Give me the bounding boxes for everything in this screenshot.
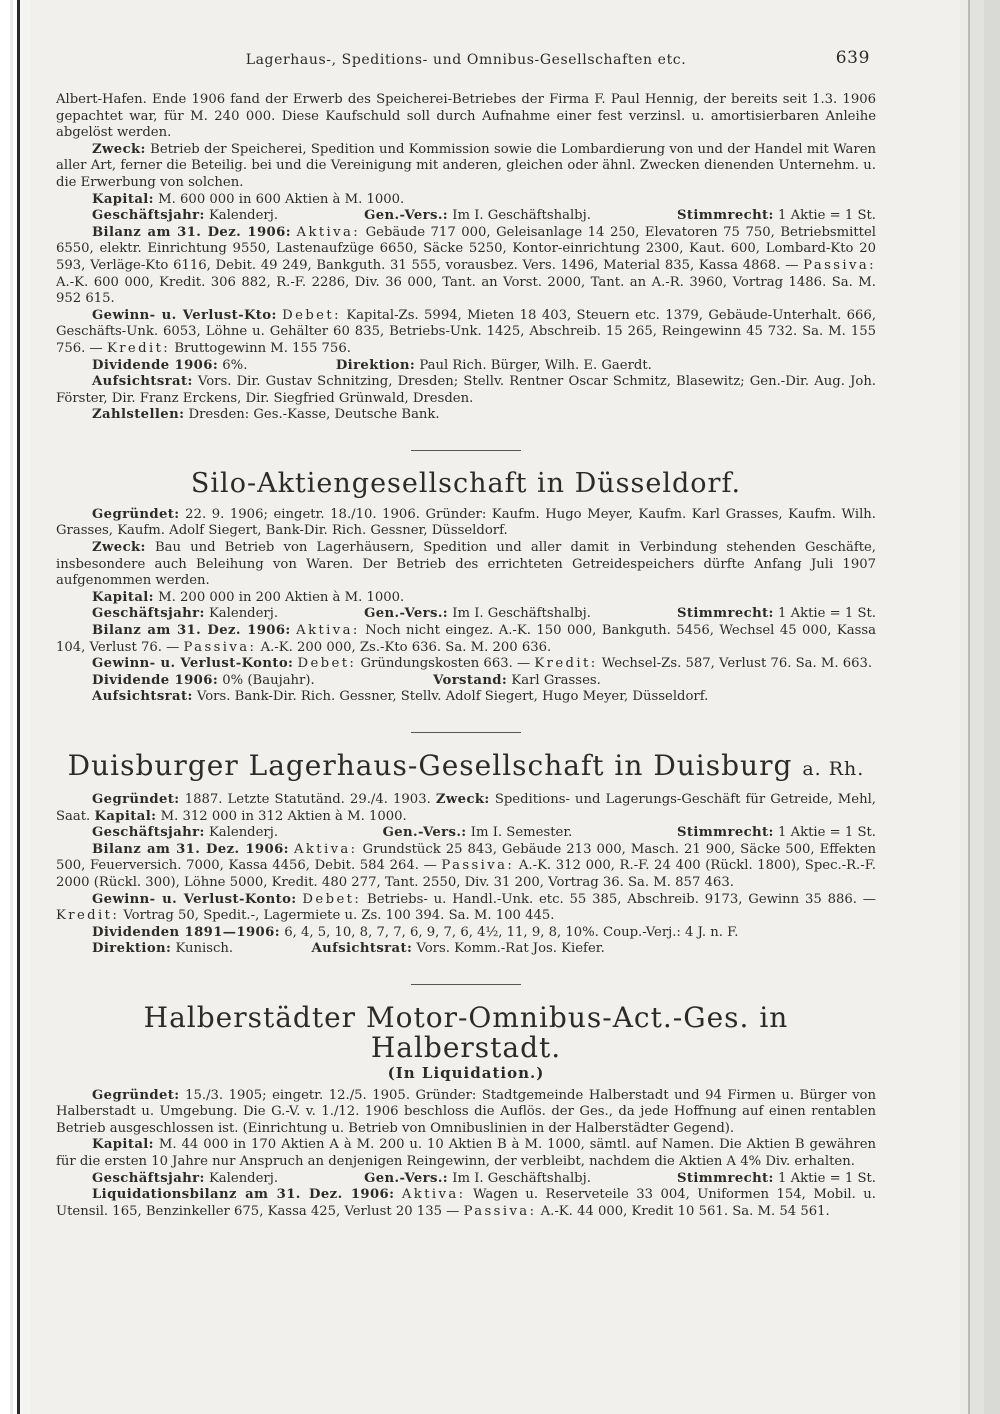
entry-title: Halberstädter Motor-Omnibus-Act.-Ges. in Halberstadt. [143,1000,789,1064]
bilanz-paragraph: Bilanz am 31. Dez. 1906: Aktiva: Grundstück 25 843, Gebäude 213 000, Masch. 21 900, Säcke 500, Effekten 500, Feuerversich. 7000, Kassa 4456, Debit. 584 264. — Passiva: A.-K. 312 000, R.-F. 24 400 (Rückl. 1800), Spec.-R.-F. 2000 (Rückl. 300), Löhne 5000, Kredit. 480 277, Tant. 2550, Div. 31 200, Vortrag 36. Sa. M. 857 463. [56,841,877,890]
gegruendet-paragraph: Gegründet: 15./3. 1905; eingetr. 12./5. 1905. Gründer: Stadtgemeinde Halberstadt und 94 Firmen u. Bürger von Halberstadt u. Umgebung. Die G.-V. v. 1./12. 1906 beschloss die Auflös. der Ges., da jede Hoffnung auf einen rentablen Betrieb ausgeschlossen ist. (Einrichtung u. Betrieb von Omnibuslinien in der Halberstädter Gegend). [56,1087,876,1136]
direktion-aufsichtsrat-line: Direktion: Kunisch. Aufsichtsrat: Vors. Komm.-Rat Jos. Kiefer. [92,941,605,957]
zahlstellen-paragraph: Zahlstellen: Dresden: Ges.-Kasse, Deutsche Bank. [92,407,440,423]
dividende-vorstand-line: Dividende 1906: 0% (Baujahr). Vorstand: Karl Grasses. [92,672,601,688]
geschaeftsjahr-line: Geschäftsjahr: Kalenderj. Gen.-Vers.: Im I. Geschäftshalbj. Stimmrecht: 1 Aktie = 1 St. [92,606,876,622]
geschaeftsjahr-line: Geschäftsjahr: Kalenderj. Gen.-Vers.: Im I. Geschäftshalbj. Stimmrecht: 1 Aktie = 1 St. [92,208,876,224]
gegruendet-paragraph: Gegründet: 22. 9. 1906; eingetr. 18./10. 1906. Gründer: Kaufm. Hugo Meyer, Kaufm. Karl Grasses, Kaufm. Wilh. Grasses, Kaufm. Adolf Siegert, Bank-Dir. Rich. Gessner, Düsseldorf. [56,506,876,539]
entry-continuation [56,92,876,424]
entry-silo [56,469,876,706]
dividenden-paragraph: Dividenden 1891—1906: 6, 4, 5, 10, 8, 7, 7, 6, 9, 7, 6, 4½, 11, 9, 8, 10%. Coup.-Verj.: 4 J. n. F. [92,924,739,940]
entry-title: Duisburger Lagerhaus-Gesellschaft in Duisburg a. Rh. [67,749,865,782]
running-header [56,44,876,76]
dividende-direktion-line: Dividende 1906: 6%. Direktion: Paul Rich. Bürger, Wilh. E. Gaerdt. [92,357,652,373]
guv-paragraph: Gewinn- u. Verlust-Konto: Debet: Betriebs- u. Handl.-Unk. etc. 55 385, Abschreib. 9173, Gewinn 35 886. — Kredit: Vortrag 50, Spedit.-, Lagermiete u. Zs. 100 394. Sa. M. 100 445. [56,891,876,924]
liquidationsbilanz-paragraph: Liquidationsbilanz am 31. Dez. 1906: Aktiva: Wagen u. Reserveteile 33 004, Uniformen 154, Mobil. u. Utensil. 165, Benzinkeller 675, Kassa 425, Verlust 20 135 — Passiva: A.-K. 44 000, Kredit 10 561. Sa. M. 54 561. [56,1187,876,1219]
zweck-paragraph: Zweck: Bau und Betrieb von Lagerhäusern, Spedition und aller damit in Verbindung stehenden Geschäfte, insbesondere auch Beleihung von Waren. Der Betrieb des errichteten Getreidespeichers dürfte Anfang Juli 1907 aufgenommen werden. [56,540,877,589]
page-number: 639 [835,48,870,68]
entry-duisburger [56,751,876,958]
aufsichtsrat-paragraph: Aufsichtsrat: Vors. Dir. Gustav Schnitzing, Dresden; Stellv. Rentner Oscar Schmitz, Blasewitz; Gen.-Dir. Aug. Joh. Förster, Dir. Franz Erckens, Dir. Siegfried Grünwald, Dresden. [56,374,877,406]
kapital-paragraph: Kapital: M. 44 000 in 170 Aktien A à M. 200 u. 10 Aktien B à M. 1000, sämtl. auf Namen. Die Aktien B gewähren für die ersten 10 Jahre nur Anspruch an denjenigen Reingewinn, der verbleibt, nachdem die Aktien A 4% Div. erhalten. [56,1137,876,1169]
page [56,44,876,1404]
gegruendet-zweck-paragraph: Gegründet: 1887. Letzte Statutänd. 29./4. 1903. Zweck: Speditions- und Lagerungs-Geschäft für Getreide, Mehl, Saat. Kapital: M. 312 000 in 312 Aktien à M. 1000. [56,792,876,824]
geschaeftsjahr-line: Geschäftsjahr: Kalenderj. Gen.-Vers.: Im I. Geschäftshalbj. Stimmrecht: 1 Aktie = 1 St. [92,1170,876,1186]
section-divider [411,984,521,985]
bilanz-paragraph: Bilanz am 31. Dez. 1906: Aktiva: Noch nicht eingez. A.-K. 150 000, Bankguth. 5456, Wechsel 45 000, Kassa 104, Verlust 76. — Passiva: A.-K. 200 000, Zs.-Kto 636. Sa. M. 200 636. [56,623,876,655]
section-divider [411,450,521,451]
entry-halberstaedter [56,1000,876,1220]
geschaeftsjahr-line: Geschäftsjahr: Kalenderj. Gen.-Vers.: Im I. Semester. Stimmrecht: 1 Aktie = 1 St. [92,825,876,841]
bilanz-paragraph: Bilanz am 31. Dez. 1906: Aktiva: Gebäude 717 000, Geleisanlage 14 250, Elevatoren 75 750, Betriebsmittel 6550, elektr. Einrichtung 9550, Lastenaufzüge 6650, Säcke 5250, Kontor-einrichtung 2300, Kaut. 600, Lombard-Kto 20 593, Verläge-Kto 6116, Debit. 49 249, Bankguth. 31 555, vorausbez. Vers. 1496, Material 835, Kassa 4868. — Passiva: A.-K. 600 000, Kredit. 306 882, R.-F. 2286, Div. 36 000, Tant. an Vorst. 2000, Tant. an A.-R. 3960, Vortrag 1486. Sa. M. 952 615. [56,224,877,307]
kapital-paragraph: Kapital: M. 600 000 in 600 Aktien à M. 1000. [92,191,405,207]
kapital-paragraph: Kapital: M. 200 000 in 200 Aktien à M. 1000. [92,589,405,605]
entry-subtitle: (In Liquidation.) [387,1063,545,1082]
guv-paragraph: Gewinn- u. Verlust-Konto: Debet: Gründungskosten 663. — Kredit: Wechsel-Zs. 587, Verlust 76. Sa. M. 663. [92,656,873,672]
header-title: Lagerhaus-, Speditions- und Omnibus-Gesellschaften etc. [245,52,687,68]
section-divider [411,732,521,733]
aufsichtsrat-paragraph: Aufsichtsrat: Vors. Bank-Dir. Rich. Gessner, Stellv. Adolf Siegert, Hugo Meyer, Düsseldorf. [92,689,709,705]
book-binding-left [0,0,30,1414]
book-binding-right [960,0,1000,1414]
entry-intro: Albert-Hafen. Ende 1906 fand der Erwerb des Speicherei-Betriebes der Firma F. Paul Hennig, der bereits seit 1.3. 1906 gepachtet war, für M. 240 000. Diese Kaufschuld soll durch Aufnahme einer fest verzinsl. u. amortisierbaren Anleihe abgelöst werden. [56,92,876,141]
entry-title: Silo-Aktiengesellschaft in Düsseldorf. [190,467,742,499]
zweck-paragraph: Zweck: Betrieb der Speicherei, Spedition und Kommission sowie die Lombardierung von und der Handel mit Waren aller Art, ferner die Beteilig. bei und die Vereinigung mit anderen, gleichen oder ähnl. Zwecken dienenden Unternehm. u. die Erwerbung von solchen. [56,141,876,190]
guv-paragraph: Gewinn- u. Verlust-Kto: Debet: Kapital-Zs. 5994, Mieten 18 403, Steuern etc. 1379, Gebäude-Unterhalt. 666, Geschäfts-Unk. 6053, Löhne u. Gehälter 60 835, Betriebs-Unk. 1425, Abschreib. 15 265, Reingewinn 45 732. Sa. M. 155 756. — Kredit: Bruttogewinn M. 155 756. [56,307,877,356]
